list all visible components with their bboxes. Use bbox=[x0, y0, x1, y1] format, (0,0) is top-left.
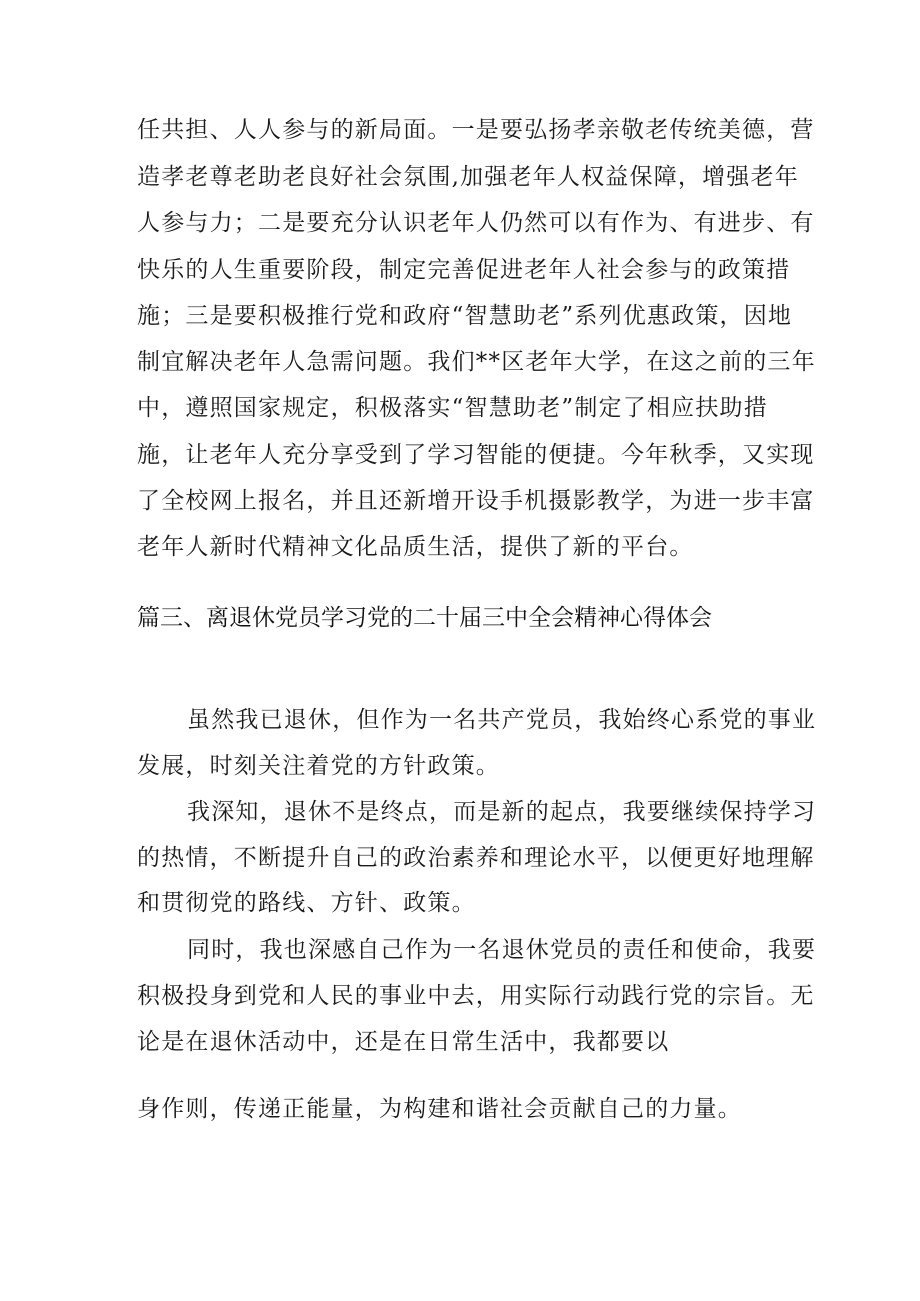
text-line: 虽然我已退休，但作为一名共产党员，我始终心系党的事业 bbox=[187, 707, 817, 733]
text-line: 制宜解决老年人急需问题。我们**区老年大学，在这之前的三年 bbox=[137, 349, 816, 375]
text-line: 论是在退休活动中，还是在日常生活中，我都要以 bbox=[137, 1029, 670, 1055]
text-line: 的热情，不断提升自己的政治素养和理论水平，以便更好地理解 bbox=[137, 845, 815, 871]
text-line: 身作则，传递正能量，为构建和谐社会贡献自己的力量。 bbox=[137, 1096, 742, 1122]
text-line: 老年人新时代精神文化品质生活，提供了新的平台。 bbox=[137, 534, 694, 560]
text-line: 中，遵照国家规定，积极落实“智慧助老”制定了相应扶助措 bbox=[137, 395, 768, 421]
text-line: 我深知，退休不是终点，而是新的起点，我要继续保持学习 bbox=[187, 799, 817, 825]
text-line: 施；三是要积极推行党和政府“智慧助老”系列优惠政策，因地 bbox=[137, 303, 793, 329]
text-line: 施，让老年人充分享受到了学习智能的便捷。今年秋季，又实现 bbox=[137, 442, 815, 468]
text-line: 积极投身到党和人民的事业中去，用实际行动践行党的宗旨。无 bbox=[137, 983, 815, 1009]
text-line: 发展，时刻关注着党的方针政策。 bbox=[137, 753, 500, 779]
text-line: 同时，我也深感自己作为一名退休党员的责任和使命，我要 bbox=[187, 937, 817, 963]
text-line: 任共担、人人参与的新局面。一是要弘扬孝亲敬老传统美德，营 bbox=[137, 117, 815, 143]
text-line: 和贯彻党的路线、方针、政策。 bbox=[137, 890, 476, 916]
text-line: 快乐的人生重要阶段，制定完善促进老年人社会参与的政策措 bbox=[137, 257, 791, 283]
text-line: 造孝老尊老助老良好社会氛围,加强老年人权益保障，增强老年 bbox=[137, 164, 799, 190]
section-heading: 篇三、离退休党员学习党的二十届三中全会精神心得体会 bbox=[137, 605, 712, 631]
text-line: 了全校网上报名，并且还新增开设手机摄影教学，为进一步丰富 bbox=[137, 488, 815, 514]
text-line: 人参与力；二是要充分认识老年人仍然可以有作为、有进步、有 bbox=[137, 210, 815, 236]
